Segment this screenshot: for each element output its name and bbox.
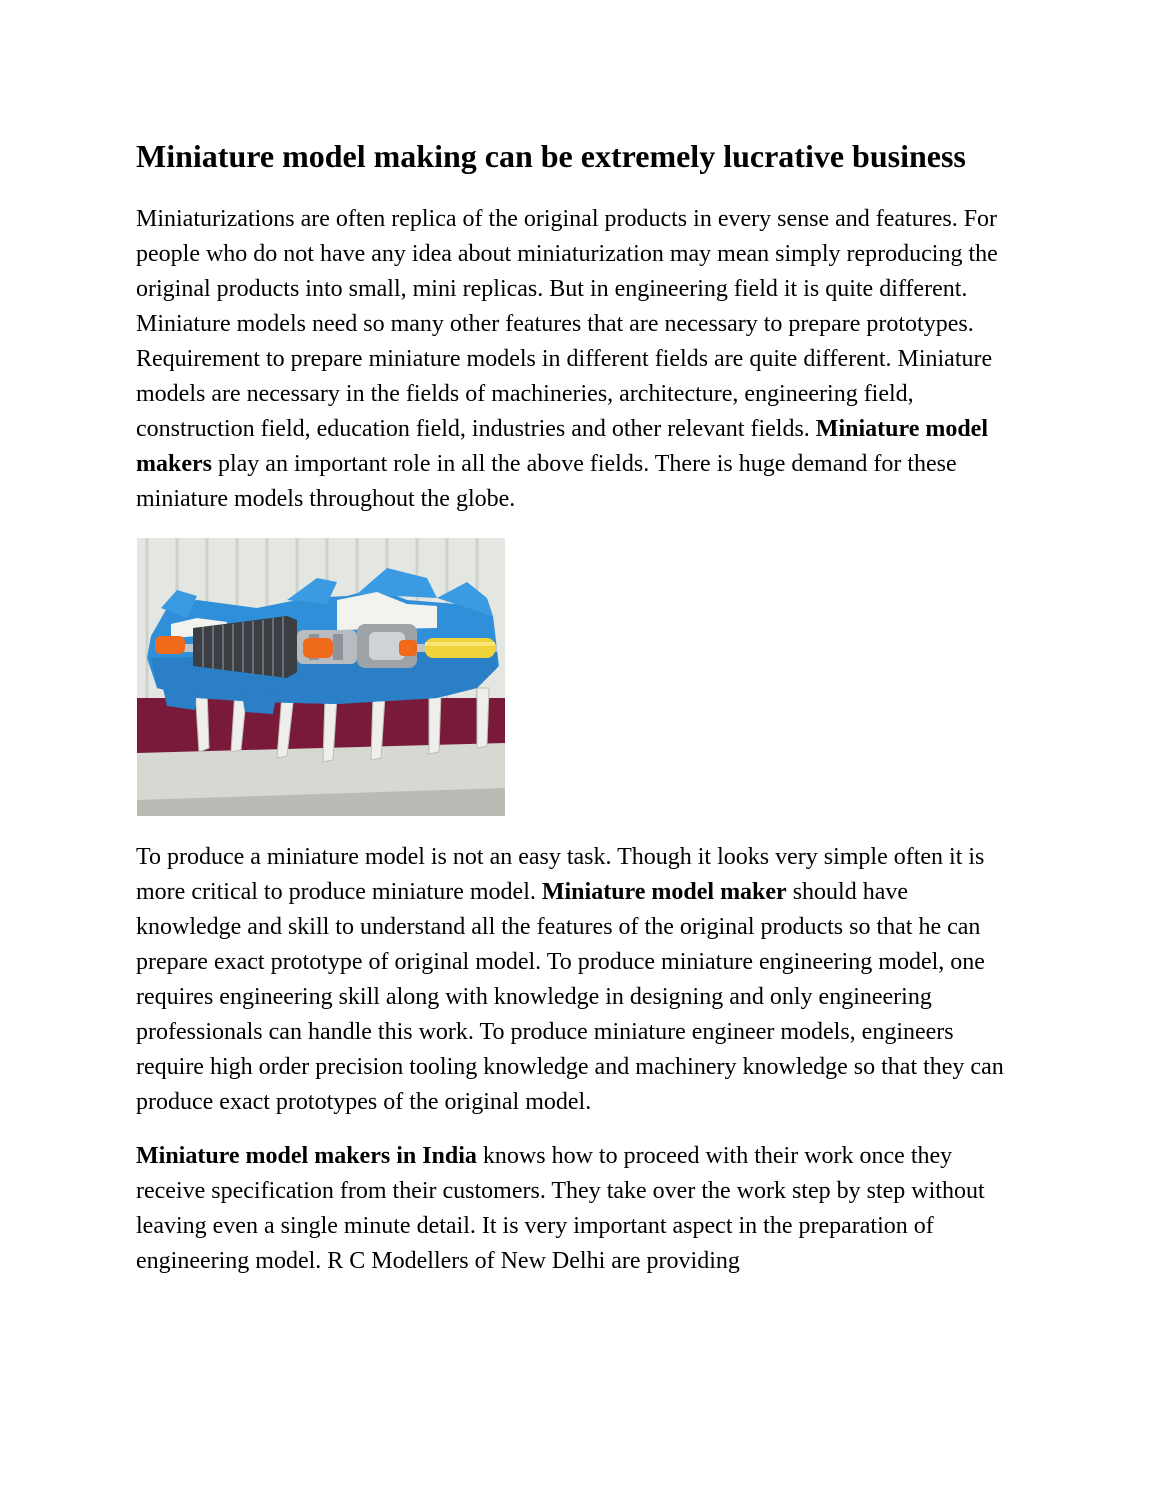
document-title: Miniature model making can be extremely lucrative business	[136, 138, 966, 174]
paragraph-2-text: To produce a miniature model is not an easy task. Though it looks very simple often it is more critical to produce miniature model.	[136, 844, 985, 905]
paragraph-1-bold: Miniature model makers	[136, 416, 989, 477]
paragraph-2	[136, 840, 1016, 1120]
paragraph-1-text: Miniaturizations are often replica of the original products in every sense and features. For people who do not have any idea about miniaturization may mean simply reproducing the original products into small, mini replicas. But in engineering field it is quite different. Miniature models need so many other features that are necessary to prepare prototypes. Requirement to prepare miniature models in different fields are quite different. Miniature models are necessary in the fields of machineries, architecture, engineering field, construction field, education field, industries and other relevant fields.	[136, 206, 998, 442]
paragraph-1	[136, 202, 1016, 517]
turbine-model-photo	[137, 538, 505, 816]
document-page	[136, 136, 1016, 1279]
paragraph-3-bold: Miniature model makers in India	[136, 1143, 477, 1169]
paragraph-3	[136, 1139, 1016, 1279]
paragraph-3-text: knows how to proceed with their work once they receive specification from their customers. They take over the work step by step without leaving even a single minute detail. It is very important aspect in the preparation of engineering model. R C Modellers of New Delhi are providing	[136, 1143, 985, 1274]
paragraph-1-text-end: play an important role in all the above fields. There is huge demand for these miniature models throughout the globe.	[136, 451, 957, 512]
paragraph-2-bold: Miniature model maker	[541, 879, 787, 905]
paragraph-2-text-end: should have knowledge and skill to understand all the features of the original products so that he can prepare exact prototype of original model. To produce miniature engineering model, one requires engineering skill along with knowledge in designing and only engineering professionals can handle this work. To produce miniature engineer models, engineers require high order precision tooling knowledge and machinery knowledge so that they can produce exact prototypes of the original model.	[136, 879, 1004, 1115]
